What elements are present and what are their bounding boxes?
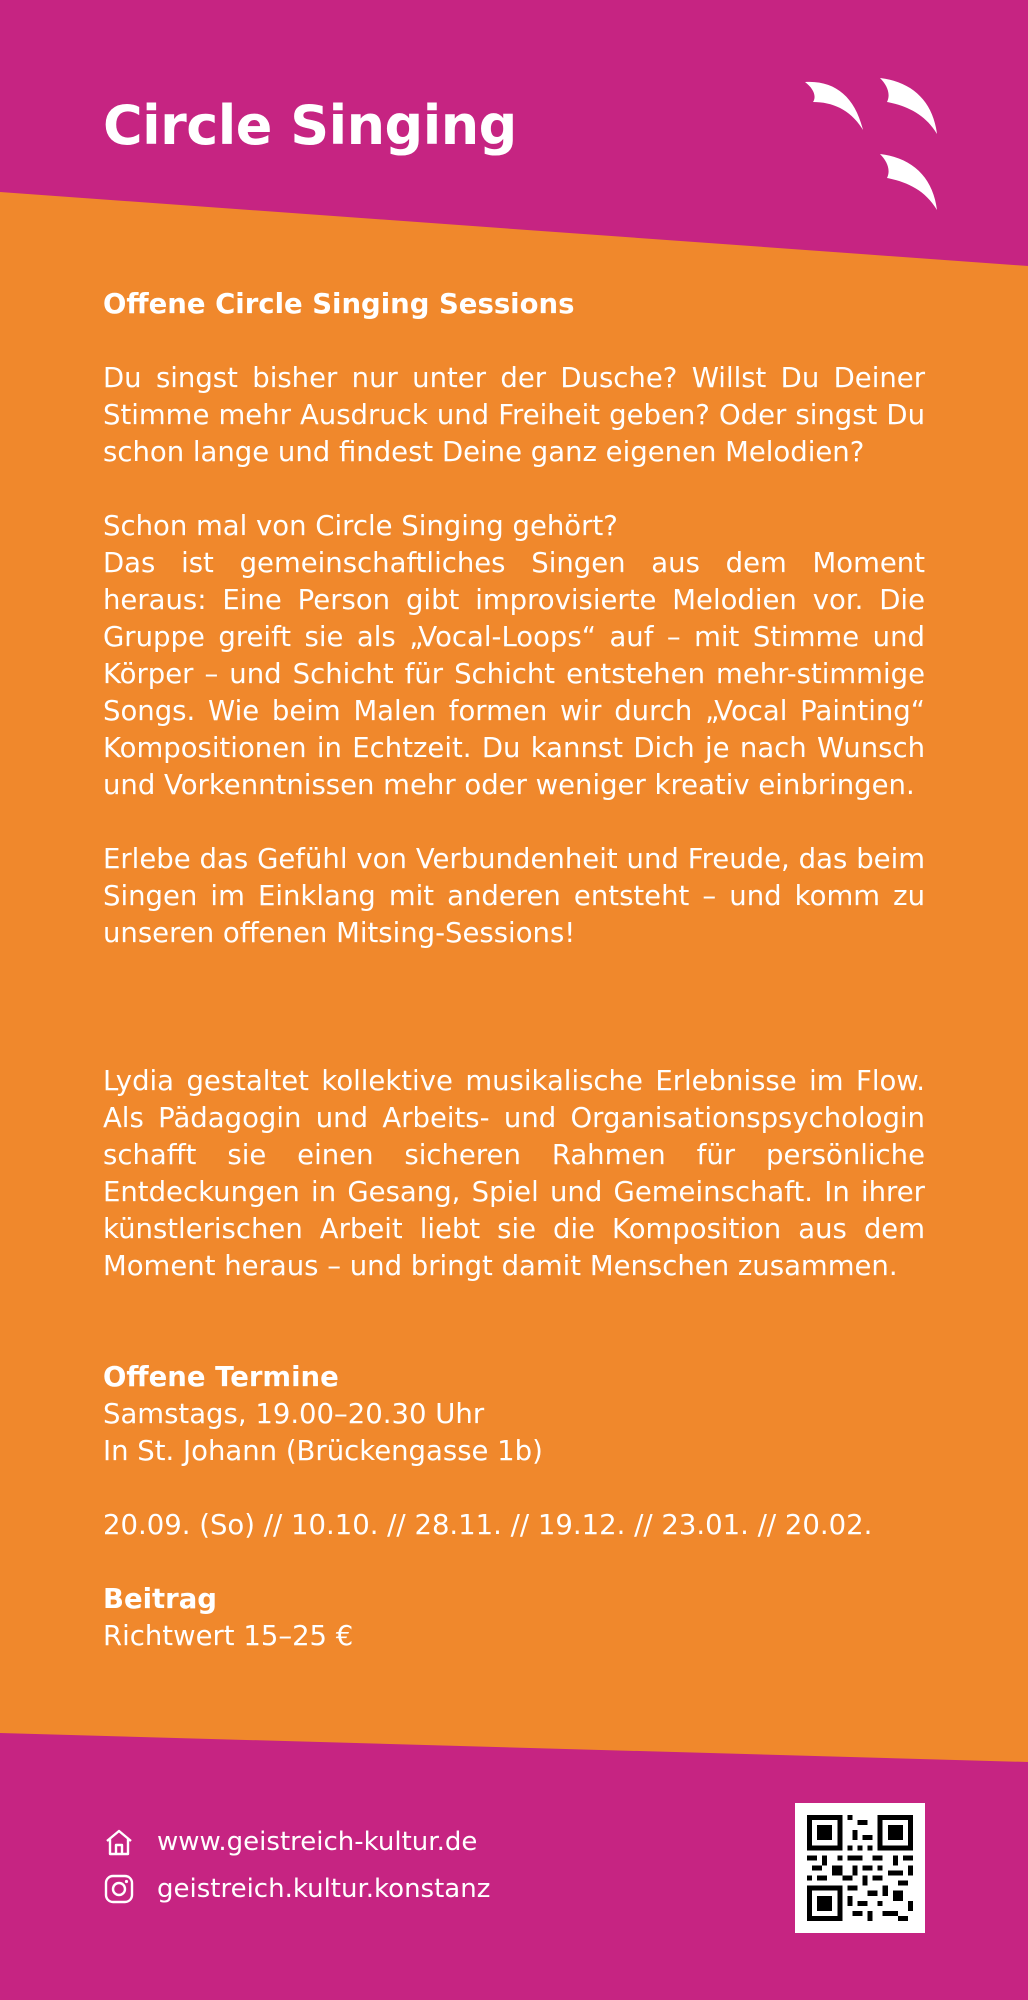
- home-icon: [103, 1826, 135, 1858]
- instagram-row[interactable]: [103, 1873, 490, 1905]
- intro-paragraph: Du singst bisher nur unter der Dusche? Willst Du Deiner Stimme mehr Ausdruck und Freiheit geben? Oder singst Du schon lange und findest Deine ganz eigenen Melodien?: [103, 362, 925, 468]
- fee-value: Richtwert 15–25 €: [103, 1620, 354, 1652]
- dates-heading: Offene Termine: [103, 1361, 339, 1393]
- dates-place: In St. Johann (Brückengasse 1b): [103, 1435, 543, 1467]
- dates-time: Samstags, 19.00–20.30 Uhr: [103, 1398, 485, 1430]
- website-link[interactable]: www.geistreich-kultur.de: [157, 1827, 478, 1857]
- instagram-handle[interactable]: geistreich.kultur.konstanz: [157, 1874, 491, 1904]
- intro-heading: Offene Circle Singing Sessions: [103, 288, 575, 320]
- main-content: [103, 286, 925, 1655]
- invitation-paragraph: Erlebe das Gefühl von Verbundenheit und Freude, das beim Singen im Einklang mit anderen entsteht – und komm zu unseren offenen Mitsing-Sessions!: [103, 843, 925, 949]
- instagram-icon: [103, 1873, 135, 1905]
- geistreich-logo: [795, 72, 945, 217]
- dates-list: 20.09. (So) // 10.10. // 28.11. // 19.12. // 23.01. // 20.02.: [103, 1509, 873, 1541]
- circle-singing-description: Das ist gemeinschaftliches Singen aus dem Moment heraus: Eine Person gibt improvisierte Melodien vor. Die Gruppe greift sie als „Vocal-Loops“ auf – mit Stimme und Körper – und Schicht für Schicht entstehen mehr-stimmige Songs. Wie beim Malen formen wir durch „Vocal Painting“ Kompositionen in Echtzeit. Du kannst Dich je nach Wunsch und Vorkenntnissen mehr oder weniger kreativ einbringen.: [103, 547, 925, 801]
- qr-code[interactable]: [795, 1803, 925, 1933]
- page-title: Circle Singing: [103, 94, 517, 157]
- website-row[interactable]: [103, 1826, 477, 1858]
- intro-question: Schon mal von Circle Singing gehört?: [103, 510, 618, 542]
- fee-heading: Beitrag: [103, 1583, 217, 1615]
- bio-paragraph: Lydia gestaltet kollektive musikalische Erlebnisse im Flow. Als Pädagogin und Arbeits- und Organisationspsychologin schafft sie einen sicheren Rahmen für persönliche Entdeckungen in Gesang, Spiel und Gemeinschaft. In ihrer künstlerischen Arbeit liebt sie die Komposition aus dem Moment heraus – und bringt damit Menschen zusammen.: [103, 1065, 925, 1282]
